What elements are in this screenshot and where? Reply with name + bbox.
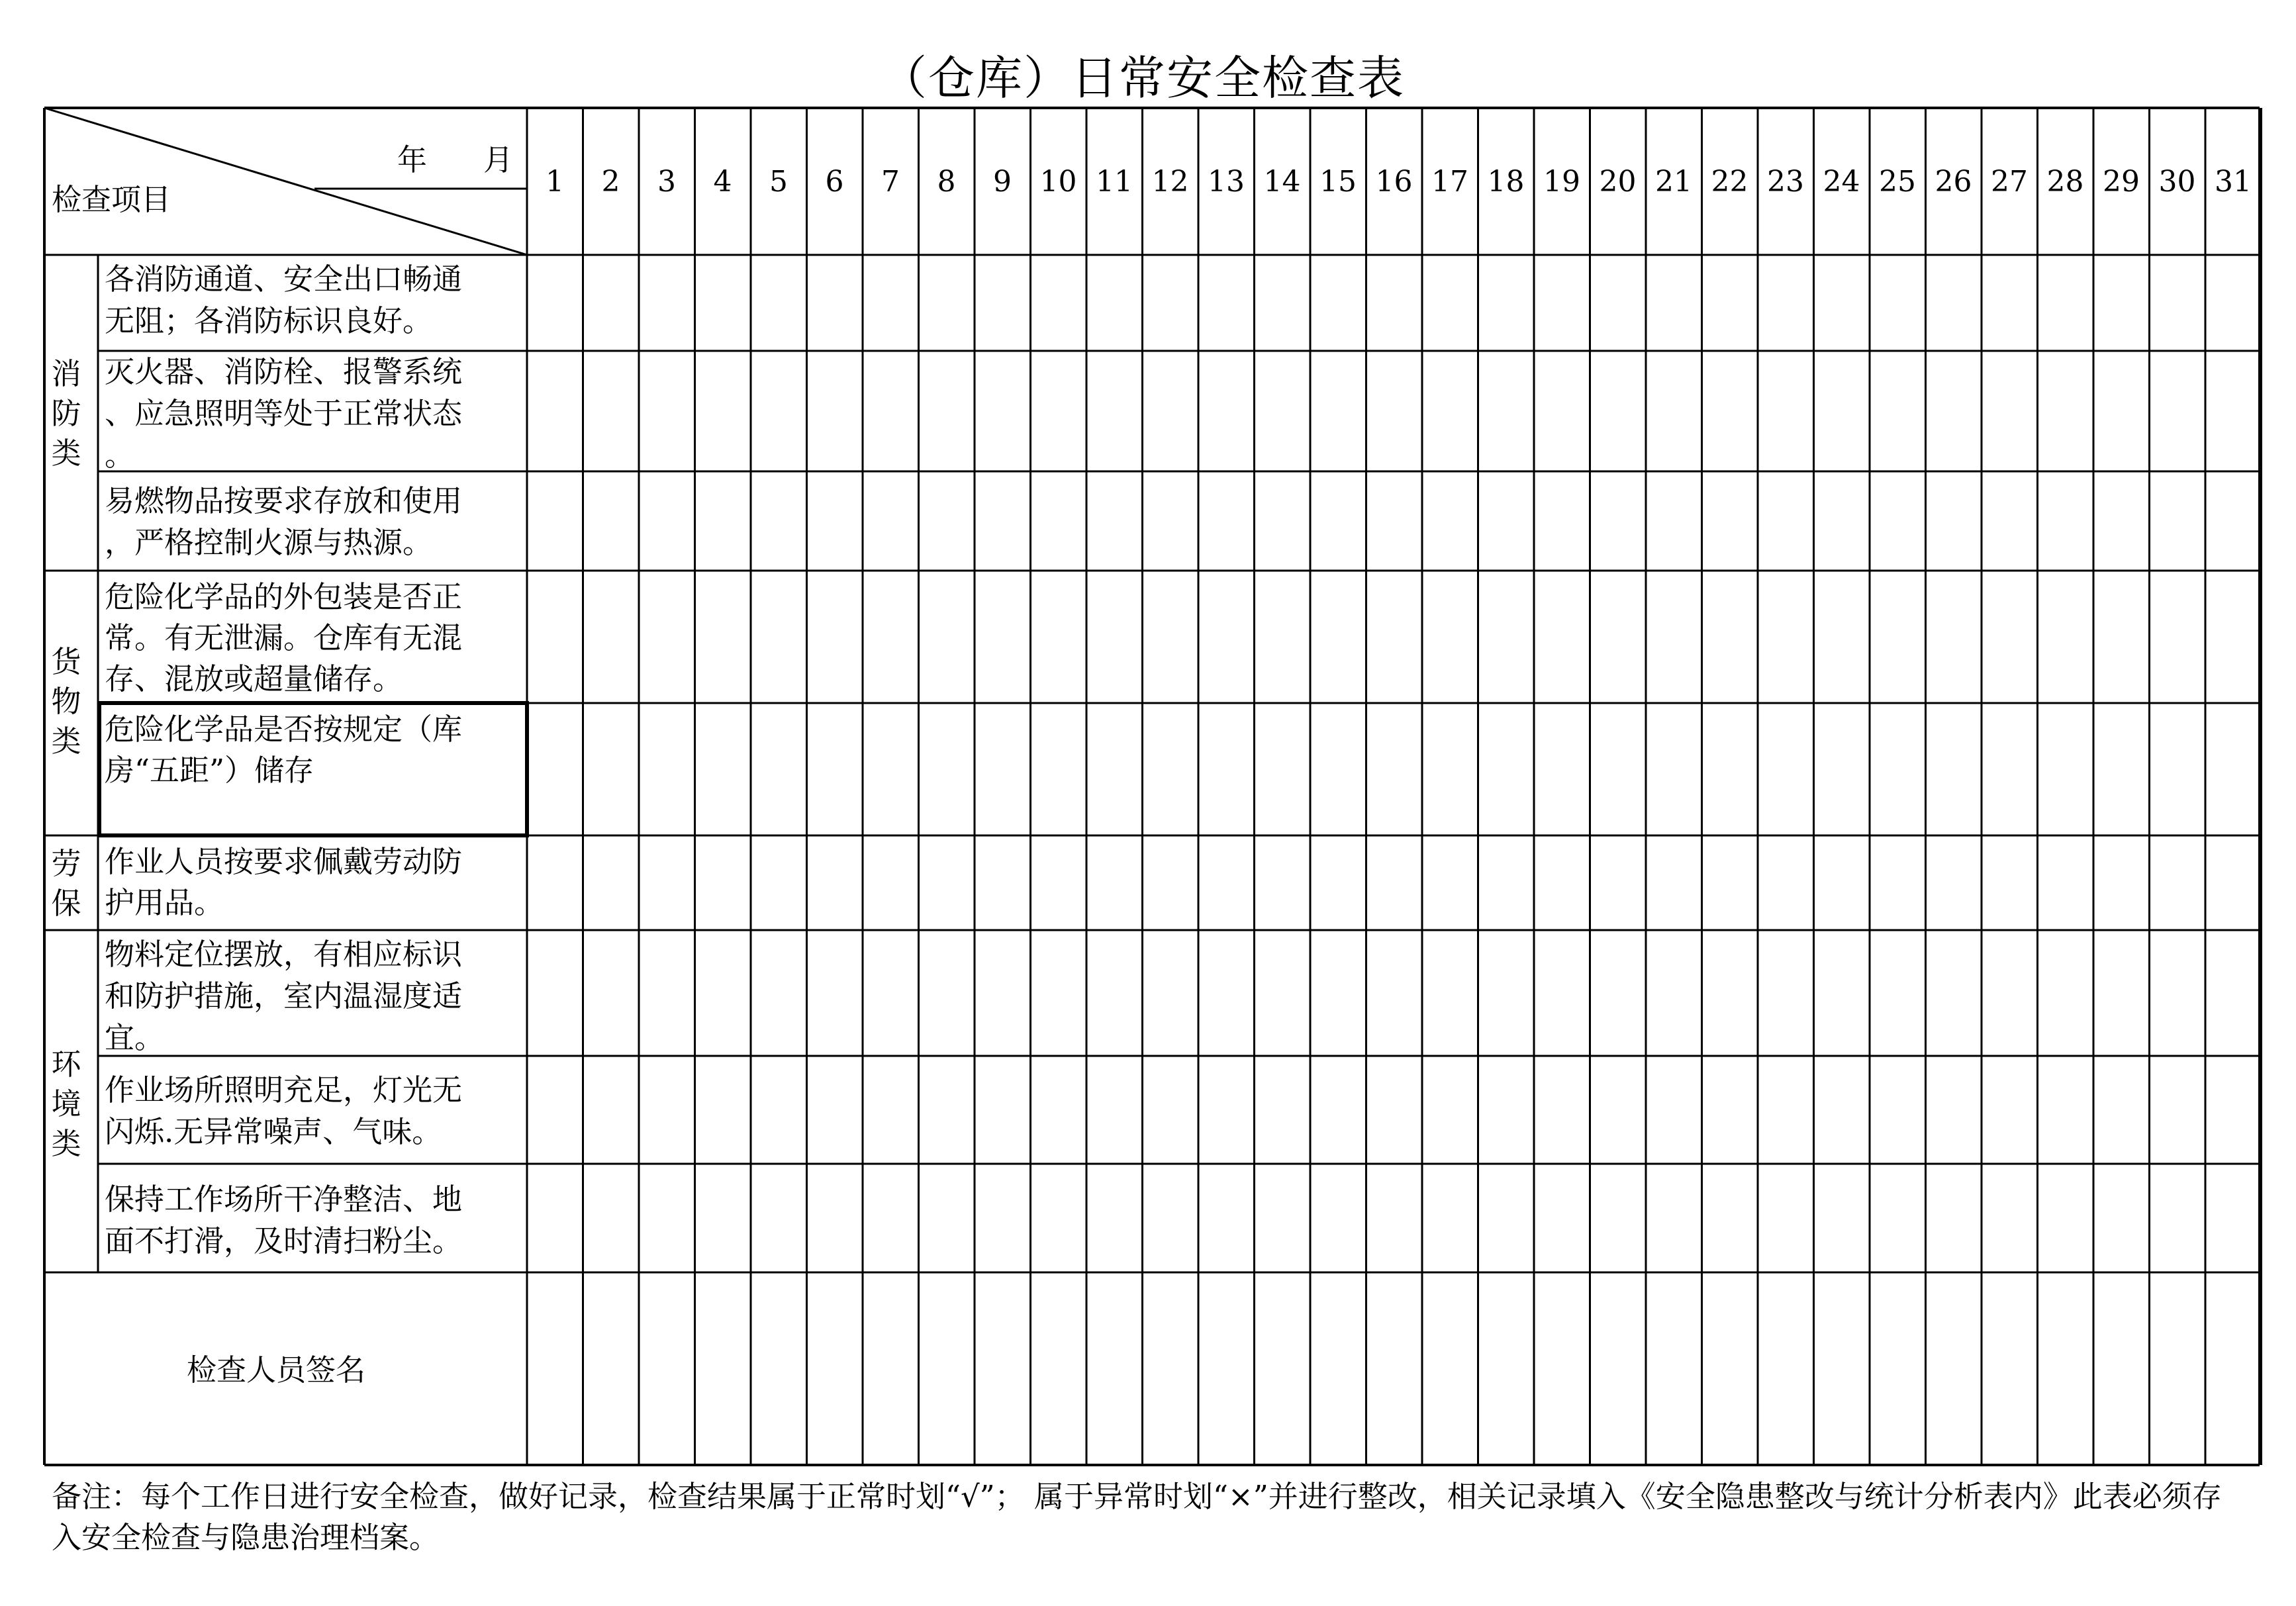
category-fire: 消防类 (51, 356, 81, 471)
month-label: 月 (483, 142, 514, 177)
day-8: 8 (937, 165, 956, 199)
day-30: 30 (2158, 165, 2196, 199)
year-label: 年 (397, 142, 428, 177)
day-19: 19 (1543, 165, 1580, 199)
day-22: 22 (1711, 165, 1748, 199)
day-5: 5 (769, 165, 788, 199)
day-17: 17 (1431, 165, 1468, 199)
item-8-line-1: 作业场所照明充足，灯光无 (105, 1072, 463, 1108)
item-2-line-3: 。 (105, 438, 135, 473)
day-6: 6 (825, 165, 844, 199)
item-4-line-1: 危险化学品的外包装是否正 (105, 579, 463, 614)
category-labor: 劳保 (51, 846, 81, 921)
page-title: （仓库）日常安全检查表 (881, 51, 1405, 105)
day-10: 10 (1039, 165, 1077, 199)
day-23: 23 (1767, 165, 1804, 199)
day-24: 24 (1823, 165, 1860, 199)
day-27: 27 (1991, 165, 2028, 199)
item-4-line-2: 常。有无泄漏。仓库有无混 (105, 620, 463, 655)
day-26: 26 (1935, 165, 1972, 199)
day-3: 3 (657, 165, 676, 199)
item-6-line-1: 作业人员按要求佩戴劳动防 (105, 844, 463, 879)
day-21: 21 (1655, 165, 1692, 199)
day-11: 11 (1096, 165, 1133, 199)
footnote: 备注：每个工作日进行安全检查，做好记录，检查结果属于正常时划“√”； 属于异常时划“×”并进行整改，相关记录填入《安全隐患整改与统计分析表内》此表必须存入安全检查与隐患治理档案。 (52, 1479, 2222, 1555)
item-6-line-2: 护用品。 (105, 885, 224, 920)
item-7-line-3: 宜。 (105, 1020, 165, 1055)
category-environment: 环境类 (51, 1047, 81, 1161)
item-3-line-2: ，严格控制火源与热源。 (105, 525, 433, 560)
day-12: 12 (1151, 165, 1189, 199)
item-7-line-2: 和防护措施，室内温湿度适 (105, 978, 463, 1014)
item-5-line-2: 房“五距”）储存 (105, 753, 314, 788)
item-5-line-1: 危险化学品是否按规定（库 (105, 712, 463, 747)
category-goods: 货物类 (51, 644, 81, 759)
day-20: 20 (1599, 165, 1637, 199)
item-9-line-1: 保持工作场所干净整洁、地 (105, 1182, 463, 1217)
day-18: 18 (1487, 165, 1525, 199)
day-15: 15 (1319, 165, 1357, 199)
day-25: 25 (1879, 165, 1916, 199)
item-1-line-2: 无阻；各消防标识良好。 (105, 303, 433, 338)
day-16: 16 (1375, 165, 1413, 199)
item-8-line-2: 闪烁.无异常噪声、气味。 (105, 1114, 442, 1149)
day-7: 7 (881, 165, 900, 199)
inspection-item-label: 检查项目 (52, 182, 171, 217)
day-31: 31 (2215, 165, 2252, 199)
item-9-line-2: 面不打滑，及时清扫粉尘。 (105, 1223, 463, 1258)
day-29: 29 (2103, 165, 2140, 199)
item-2-line-1: 灭火器、消防栓、报警系统 (105, 354, 463, 389)
day-13: 13 (1208, 165, 1245, 199)
day-1: 1 (546, 165, 564, 199)
item-4-line-3: 存、混放或超量储存。 (105, 661, 403, 696)
day-4: 4 (713, 165, 732, 199)
item-1-line-1: 各消防通道、安全出口畅通 (105, 261, 463, 297)
day-14: 14 (1263, 165, 1301, 199)
day-9: 9 (993, 165, 1012, 199)
item-2-line-2: 、应急照明等处于正常状态 (105, 396, 463, 431)
signature-label: 检查人员签名 (187, 1352, 366, 1388)
item-7-line-1: 物料定位摆放，有相应标识 (105, 937, 463, 972)
day-2: 2 (601, 165, 620, 199)
item-3-line-1: 易燃物品按要求存放和使用 (105, 483, 463, 518)
day-28: 28 (2046, 165, 2084, 199)
